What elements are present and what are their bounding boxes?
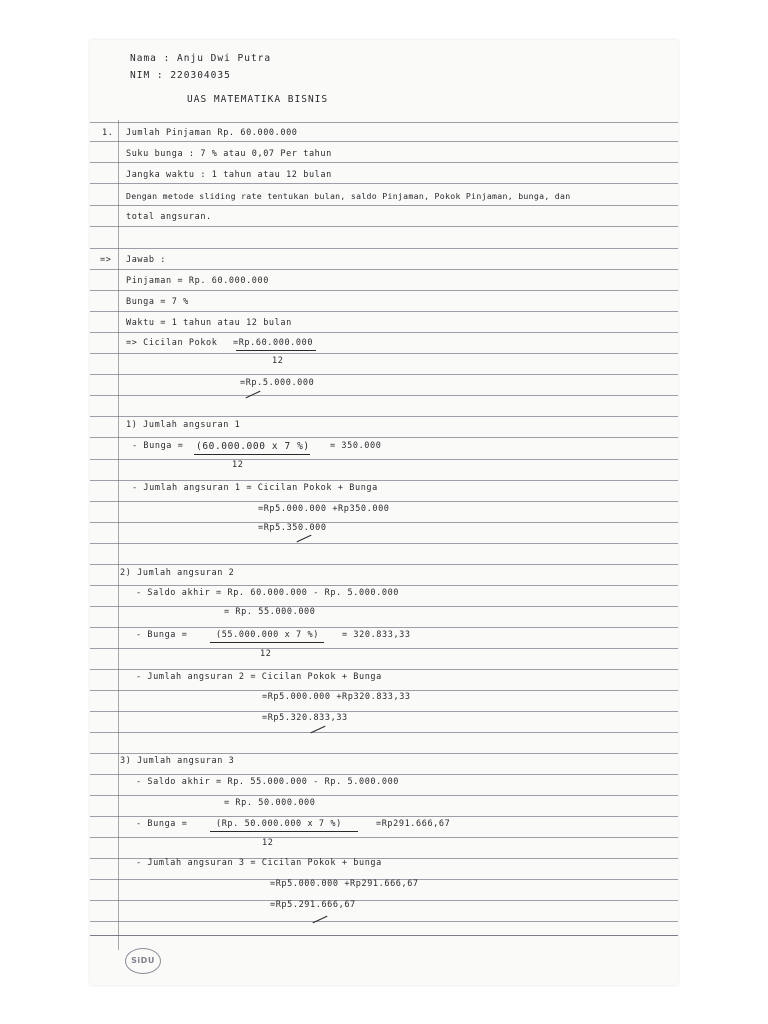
installment-2-total-label: - Jumlah angsuran 2 = Cicilan Pokok + Bunga [136, 672, 382, 682]
installment-3-bunga-label: - Bunga = [136, 819, 188, 829]
installment-3-total-result: =Rp5.291.666,67 [270, 900, 356, 910]
ruled-line [90, 122, 678, 123]
installment-2-bunga-result: = 320.833,33 [342, 630, 411, 640]
installment-3-saldo: - Saldo akhir = Rp. 55.000.000 - Rp. 5.000.000 [136, 777, 400, 787]
ruled-line [90, 837, 678, 838]
answer-label: Jawab : [126, 255, 167, 265]
installment-1-bunga-result: = 350.000 [330, 441, 382, 451]
installment-1-bunga-numerator: (60.000.000 x 7 %) [196, 441, 310, 452]
ruled-line [90, 480, 678, 481]
cicilan-numerator: =Rp.60.000.000 [233, 338, 314, 348]
ruled-line [90, 183, 678, 184]
check-mark [297, 535, 312, 543]
ruled-line [90, 205, 678, 206]
ruled-line [90, 332, 678, 333]
installment-1-total-result: =Rp5.350.000 [258, 523, 327, 533]
ruled-line [90, 353, 678, 354]
installment-3-bunga-result: =Rp291.666,67 [376, 819, 451, 829]
ruled-line [90, 290, 678, 291]
cicilan-result: =Rp.5.000.000 [240, 378, 315, 388]
sidu-logo: SiDU [125, 948, 161, 974]
installment-3-bunga-denominator: 12 [262, 838, 274, 848]
ruled-line [90, 162, 678, 163]
installment-2-bunga-denominator: 12 [260, 649, 272, 659]
question-rate: Suku bunga : 7 % atau 0,07 Per tahun [126, 149, 332, 159]
ruled-line [90, 585, 678, 586]
installment-3-total-label: - Jumlah angsuran 3 = Cicilan Pokok + bunga [136, 858, 382, 868]
installment-2-bunga-numerator: (55.000.000 x 7 %) [216, 630, 319, 640]
cicilan-denominator: 12 [272, 356, 284, 366]
fraction-bar [210, 642, 324, 643]
ruled-line [90, 816, 678, 817]
installment-2-total-line: =Rp5.000.000 +Rp320.833,33 [262, 692, 411, 702]
installment-3-total-line: =Rp5.000.000 +Rp291.666,67 [270, 879, 419, 889]
installment-1-total-line: =Rp5.000.000 +Rp350.000 [258, 504, 390, 514]
installment-3-saldo-result: = Rp. 50.000.000 [224, 798, 316, 808]
ruled-line [90, 774, 678, 775]
installment-1-bunga-denominator: 12 [232, 460, 244, 470]
margin-line [118, 120, 119, 950]
ruled-line [90, 900, 678, 901]
ruled-line [90, 921, 678, 922]
ruled-line [90, 311, 678, 312]
question-number: 1. [102, 128, 114, 138]
ruled-line [90, 269, 678, 270]
ruled-line [90, 501, 678, 502]
ruled-line [90, 459, 678, 460]
fraction-bar [194, 454, 310, 455]
question-term: Jangka waktu : 1 tahun atau 12 bulan [126, 170, 332, 180]
ruled-line [90, 606, 678, 607]
answer-waktu: Waktu = 1 tahun atau 12 bulan [126, 318, 292, 328]
installment-2-saldo-result: = Rp. 55.000.000 [224, 607, 316, 617]
ruled-line [90, 416, 678, 417]
fraction-bar [236, 350, 316, 351]
ruled-line-bottom [90, 935, 678, 936]
answer-marker: => [100, 255, 112, 265]
ruled-line [90, 543, 678, 544]
question-instruction: Dengan metode sliding rate tentukan bulan, saldo Pinjaman, Pokok Pinjaman, bunga, dan [126, 191, 571, 201]
installment-2-saldo: - Saldo akhir = Rp. 60.000.000 - Rp. 5.000.000 [136, 588, 400, 598]
fraction-bar [210, 831, 358, 832]
ruled-line [90, 374, 678, 375]
ruled-line [90, 732, 678, 733]
installment-2-bunga-label: - Bunga = [136, 630, 188, 640]
ruled-line [90, 690, 678, 691]
ruled-line [90, 753, 678, 754]
ruled-line [90, 795, 678, 796]
answer-bunga: Bunga = 7 % [126, 297, 189, 307]
ruled-line [90, 627, 678, 628]
ruled-line [90, 522, 678, 523]
student-nim: NIM : 220304035 [130, 70, 231, 81]
ruled-line [90, 648, 678, 649]
check-mark [313, 916, 328, 924]
ruled-line [90, 669, 678, 670]
installment-2-title: 2) Jumlah angsuran 2 [120, 568, 235, 578]
question-loan: Jumlah Pinjaman Rp. 60.000.000 [126, 128, 298, 138]
installment-1-bunga-label: - Bunga = [132, 441, 184, 451]
installment-3-bunga-numerator: (Rp. 50.000.000 x 7 %) [216, 819, 342, 829]
ruled-line [90, 248, 678, 249]
installment-1-total-label: - Jumlah angsuran 1 = Cicilan Pokok + Bunga [132, 483, 378, 493]
ruled-line [90, 437, 678, 438]
ruled-line [90, 395, 678, 396]
ruled-line [90, 226, 678, 227]
installment-1-title: 1) Jumlah angsuran 1 [126, 420, 241, 430]
ruled-line [90, 711, 678, 712]
installment-2-total-result: =Rp5.320.833,33 [262, 713, 348, 723]
answer-pinjaman: Pinjaman = Rp. 60.000.000 [126, 276, 269, 286]
ruled-line [90, 141, 678, 142]
notebook-page [90, 40, 678, 985]
exam-title: UAS MATEMATIKA BISNIS [187, 94, 329, 105]
ruled-line [90, 564, 678, 565]
cicilan-pokok-label: => Cicilan Pokok [126, 338, 218, 348]
installment-3-title: 3) Jumlah angsuran 3 [120, 756, 235, 766]
student-name: Nama : Anju Dwi Putra [130, 53, 272, 64]
question-instruction-end: total angsuran. [126, 212, 212, 222]
